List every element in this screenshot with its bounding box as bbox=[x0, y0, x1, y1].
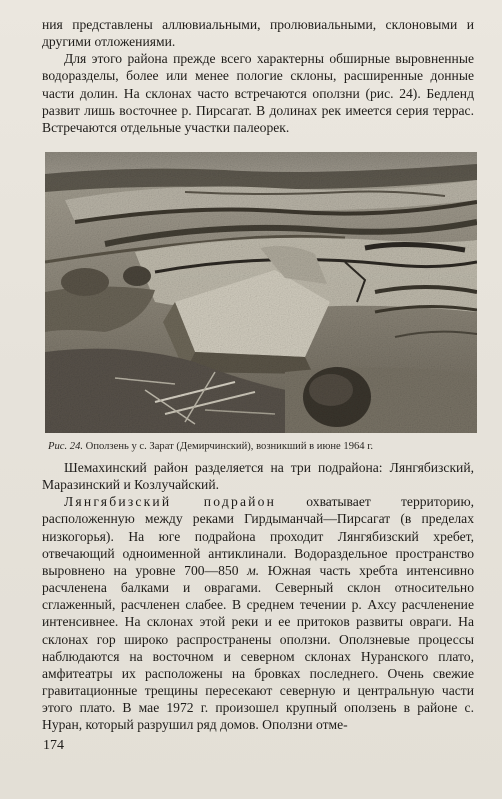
paragraph-lyangyabiz-continuation: Южная часть хребта интенсивно расчленена балками и оврагами. Северный склон относительно сглаженный, расчленен слабее. В среднем течении р. Ахсу расчленение интенсивнее. На склонах этой реки и ее притоков развиты овраги. На склонах гор широко распространены оползни. Оползневые процессы наблюдаются на восточном и северном склонах Нуранского плато, амфитеатры их расположены на бровках последнего. Очень свежие гравитационные трещины пересекают северную и центральную части этого плато. В мае 1972 г. произошел крупный оползень в районе с. Нуран, который разрушил ряд домов. Оползни отме- bbox=[42, 562, 474, 733]
figure-caption-label: Рис. 24. bbox=[48, 441, 84, 452]
paragraph-relief: Для этого района прежде всего характерны обширные выровненные водоразделы, более или менее пологие склоны, расширенные донные части долин. На склонах часто встречаются оползни (рис. 24). Бедленд развит лишь восточнее р. Пирсагат. В долинах рек имеется серия террас. Встречаются отдельные участки палеорек. bbox=[42, 51, 474, 135]
paragraph-subregions: Шемахинский район разделяется на три подрайона: Лянгябизский, Маразинский и Козлучайский. bbox=[42, 460, 474, 493]
landslide-photo-image bbox=[45, 152, 477, 433]
bottom-text-block bbox=[42, 459, 474, 734]
figure-caption-text: Оползень у с. Зарат (Демирчинский), возникший в июне 1964 г. bbox=[85, 441, 374, 452]
subregion-heading-lyangyabiz: Лянгябизский подрайон bbox=[64, 494, 277, 510]
paragraph-lyangyabiz bbox=[42, 493, 474, 733]
page-number: 174 bbox=[43, 738, 64, 753]
paragraph-lyangyabiz-body: охватывает территорию, расположенную между реками Гирдыманчай—Пирсагат (в пределах низкогорья). На юге подрайона проходит Лянгябизский хребет, отвечающий одноименной антиклинали. Водораздельное пространство выровнено на уровне 700—850 bbox=[42, 494, 475, 578]
top-text-block bbox=[42, 16, 474, 136]
paragraph-continuation: ния представлены аллювиальными, пролювиальными, склоновыми и другими отложениями. bbox=[42, 17, 474, 50]
landslide-photo bbox=[45, 152, 477, 433]
figure-caption bbox=[48, 440, 478, 453]
unit-meters: м. bbox=[247, 562, 260, 578]
